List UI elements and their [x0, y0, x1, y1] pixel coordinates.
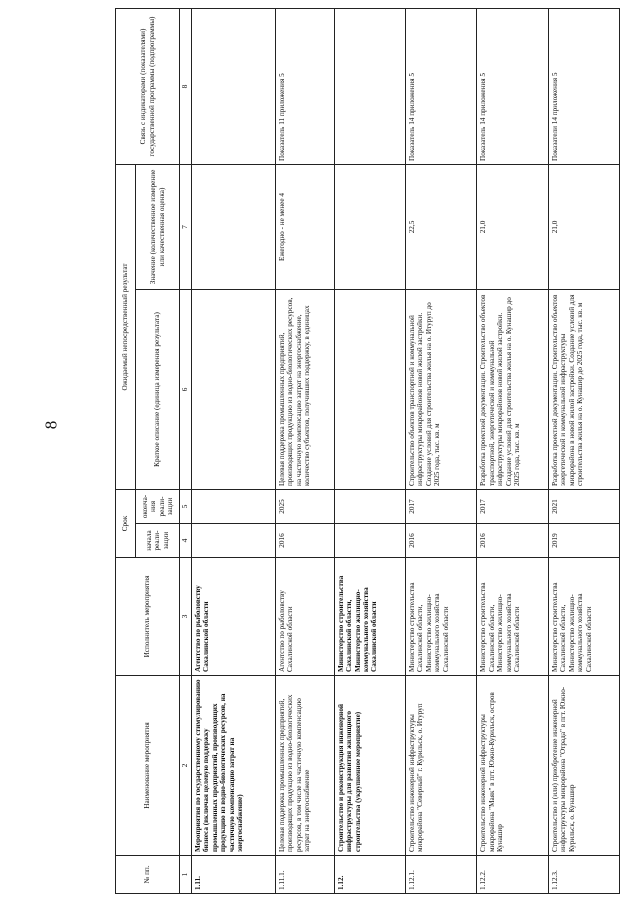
indicator-link — [191, 8, 275, 164]
indicator-link: Показатели 14 приложения 5 — [548, 8, 619, 164]
col-number: 3 — [180, 558, 192, 676]
executor-cell: Министерство строительства Сахалинской области, Министерство жилищно-коммунального хозяйства Сахалинской области — [405, 558, 476, 676]
header-name: Наименование мероприятия — [116, 676, 180, 856]
table-row — [548, 8, 619, 893]
executor-cell: Министерство строительства Сахалинской области, Министерство жилищно-коммунального хозяйства Сахалинской области — [477, 558, 548, 676]
col-number: 5 — [180, 489, 192, 523]
measure-name: Строительство инженерной инфраструктуры микрорайона "Маяк" в пгт. Южно-Курильск, остров Кунашир — [477, 676, 548, 856]
start-year: 2016 — [275, 524, 334, 558]
header-term-end: оконча-ния реали-зации — [136, 489, 180, 523]
executor-cell: Агентство по рыболовству Сахалинской области — [275, 558, 334, 676]
header-brief: Краткое описание (единица измерения результата) — [136, 289, 180, 489]
start-year: 2019 — [548, 524, 619, 558]
col-number: 8 — [180, 8, 192, 164]
measure-name: Строительство и реконструкция инженерной инфраструктуры для развития жилищного строительства (укрупненное мероприятие) — [334, 676, 405, 856]
end-year: 2025 — [275, 489, 334, 523]
row-number: 1.12. — [334, 856, 405, 894]
header-term: Срок — [116, 489, 136, 557]
col-number: 2 — [180, 676, 192, 856]
table-row — [405, 8, 476, 893]
measure-name: Строительство инженерной инфраструктуры микрорайона "Северный" г. Курильск, о. Итуруп — [405, 676, 476, 856]
result-description — [191, 289, 275, 489]
executor-cell: Агентство по рыболовству Сахалинской области — [191, 558, 275, 676]
col-number: 1 — [180, 856, 192, 894]
header-term-start: начала реали-зации — [136, 524, 180, 558]
result-value — [191, 164, 275, 289]
indicator-link — [334, 8, 405, 164]
indicator-link: Показатель 14 приложения 5 — [477, 8, 548, 164]
measure-name: Целевая поддержка промышленных предприятий, производящих продукцию из водно-биологических ресурсов, в том числе на частичную компенсацию затрат на энергоснабжение — [275, 676, 334, 856]
result-description: Строительство объектов транспортной и коммунальной инфраструктуры микрорайонов новой жилой застройки. Создание условий для строительства жилья на о. Итуруп до 2025 года, тыс. кв. м — [405, 289, 476, 489]
page-number: 8 — [41, 420, 61, 430]
result-description: Разработка проектной документации. Строительство объектов энергетической и коммунальной инфраструктуры микрорайона в новой жилой застройки. Создание условий для строительства жилья на о. Кунашир до 2025 года, тыс. кв. м — [548, 289, 619, 489]
indicator-link: Показатель 11 приложения 5 — [275, 8, 334, 164]
row-number: 1.11. — [191, 856, 275, 894]
result-value: 21,0 — [477, 164, 548, 289]
end-year — [191, 489, 275, 523]
col-number: 6 — [180, 289, 192, 489]
table-row — [275, 8, 334, 893]
result-description — [334, 289, 405, 489]
header-value: Значение (количественное измерение или качественная оценка) — [136, 164, 180, 289]
executor-cell: Министерство строительства Сахалинской области, Министерство жилищно-коммунального хозяйства Сахалинской области — [334, 558, 405, 676]
result-value — [334, 164, 405, 289]
col-number: 4 — [180, 524, 192, 558]
start-year: 2016 — [477, 524, 548, 558]
table-row — [191, 8, 275, 893]
start-year — [334, 524, 405, 558]
executor-cell: Министерство строительства Сахалинской области, Министерство жилищно-коммунального хозяйства Сахалинской области — [548, 558, 619, 676]
col-number: 7 — [180, 164, 192, 289]
result-value: Ежегодно - не менее 4 — [275, 164, 334, 289]
measure-name: Строительство и (или) приобретение инженерной инфраструктуры микрорайона "Отрада" в пгт. Южно-Курильск, о. Кунашир — [548, 676, 619, 856]
row-number: 1.12.1. — [405, 856, 476, 894]
table-row — [477, 8, 548, 893]
result-value: 21,0 — [548, 164, 619, 289]
end-year — [334, 489, 405, 523]
rotated-table-container — [115, 9, 620, 894]
end-year: 2021 — [548, 489, 619, 523]
row-number: 1.11.1. — [275, 856, 334, 894]
measure-name: Мероприятия по государственному стимулированию бизнеса (включая целевую поддержку промышленных предприятий, производящих продукцию из водно-биологических ресурсов, на частичную компенсацию затрат на энергоснабжение) — [191, 676, 275, 856]
result-description: Разработка проектной документации. Строительство объектов транспортной, энергетической и коммунальной инфраструктуры микрорайонов новой жилой застройки. Создание условий для строительства жилья на о. Кунашир до 2025 года, тыс. кв. м — [477, 289, 548, 489]
header-no: № пп. — [116, 856, 180, 894]
result-description: Целевая поддержка промышленных предприятий, производящих продукцию из водно-биологических ресурсов, на частичную компенсацию затрат на энергоснабжение, количество субъектов, получивших поддержку, в единицах — [275, 289, 334, 489]
row-number: 1.12.3. — [548, 856, 619, 894]
start-year — [191, 524, 275, 558]
indicator-link: Показатель 14 приложения 5 — [405, 8, 476, 164]
column-number-row — [180, 8, 192, 893]
table-row — [334, 8, 405, 893]
header-link: Связь с индикаторами (показателями) государственной программы (подпрограммы) — [116, 8, 180, 164]
start-year: 2016 — [405, 524, 476, 558]
result-value: 22,5 — [405, 164, 476, 289]
end-year: 2017 — [405, 489, 476, 523]
header-executor: Исполнитель мероприятия — [116, 558, 180, 676]
measures-table — [115, 8, 620, 894]
row-number: 1.12.2. — [477, 856, 548, 894]
end-year: 2017 — [477, 489, 548, 523]
header-expected: Ожидаемый непосредственный результат — [116, 164, 136, 489]
